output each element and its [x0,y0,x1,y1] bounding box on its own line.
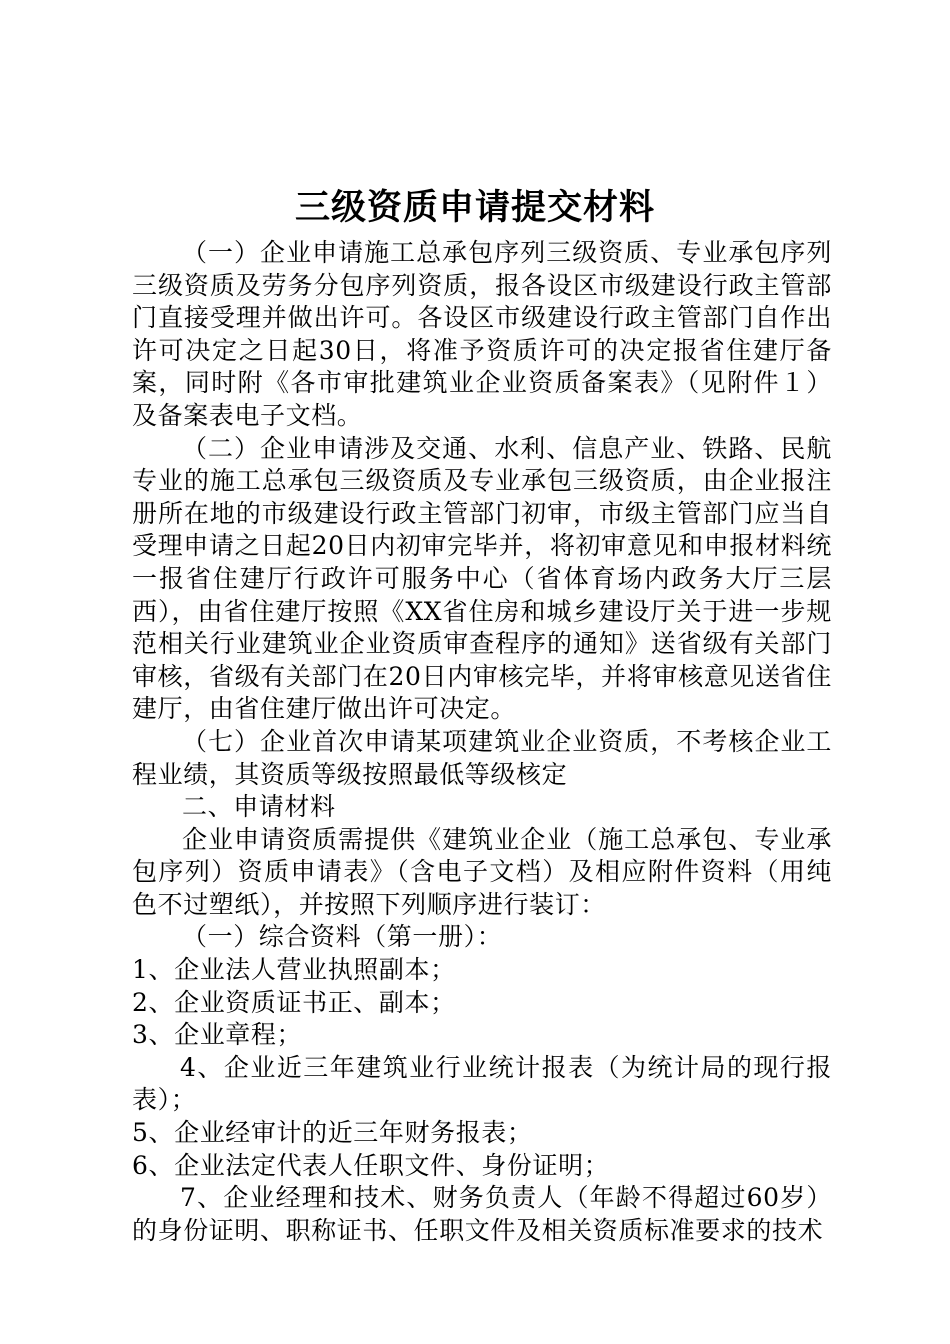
document-title: 三级资质申请提交材料 [294,187,655,228]
list-item-2: 2、企业资质证书正、副本； [132,987,456,1017]
list-item-4: 4、企业近三年建筑业行业统计报表（为统计局的现行报表）； [132,1052,832,1115]
paragraph-materials-intro: 企业申请资质需提供《建筑业企业（施工总承包、专业承包序列）资质申请表》（含电子文档）及相应附件资料（用纯色不过塑纸），并按照下列顺序进行装订： [132,824,832,919]
paragraph-7: （七）企业首次申请某项建筑业企业资质，不考核企业工程业绩，其资质等级按照最低等级核定 [132,726,832,789]
list-item-3: 3、企业章程； [132,1020,303,1050]
document-body [132,237,832,1247]
list-item-5: 5、企业经审计的近三年财务报表； [132,1118,533,1148]
section-heading-materials: 二、申请材料 [182,792,336,822]
subsection-heading-general: （一）综合资料（第一册）： [182,922,503,952]
list-item-6: 6、企业法定代表人任职文件、身份证明； [132,1150,610,1180]
paragraph-1: （一）企业申请施工总承包序列三级资质、专业承包序列三级资质及劳务分包序列资质，报各设区市级建设行政主管部门直接受理并做出许可。各设区市级建设行政主管部门自作出许可决定之日起30日，将准予资质许可的决定报省住建厅备案，同时附《各市审批建筑业企业资质备案表》（见附件１）及备案表电子文档。 [132,238,832,430]
list-item-7: 7、企业经理和技术、财务负责人（年龄不得超过60岁）的身份证明、职称证书、任职文件及相关资质标准要求的技术 [132,1183,832,1245]
paragraph-2: （二）企业申请涉及交通、水利、信息产业、铁路、民航专业的施工总承包三级资质及专业承包三级资质，由企业报注册所在地的市级建设行政主管部门初审，市级主管部门应当自受理申请之日起20日内初审完毕并，将初审意见和申报材料统一报省住建厅行政许可服务中心（省体育场内政务大厅三层西），由省住建厅按照《XX省住房和城乡建设厅关于进一步规范相关行业建筑业企业资质审查程序的通知》送省级有关部门审核，省级有关部门在20日内审核完毕，并将审核意见送省住建厅，由省住建厅做出许可决定。 [132,433,832,724]
list-item-1: 1、企业法人营业执照副本； [132,955,456,985]
